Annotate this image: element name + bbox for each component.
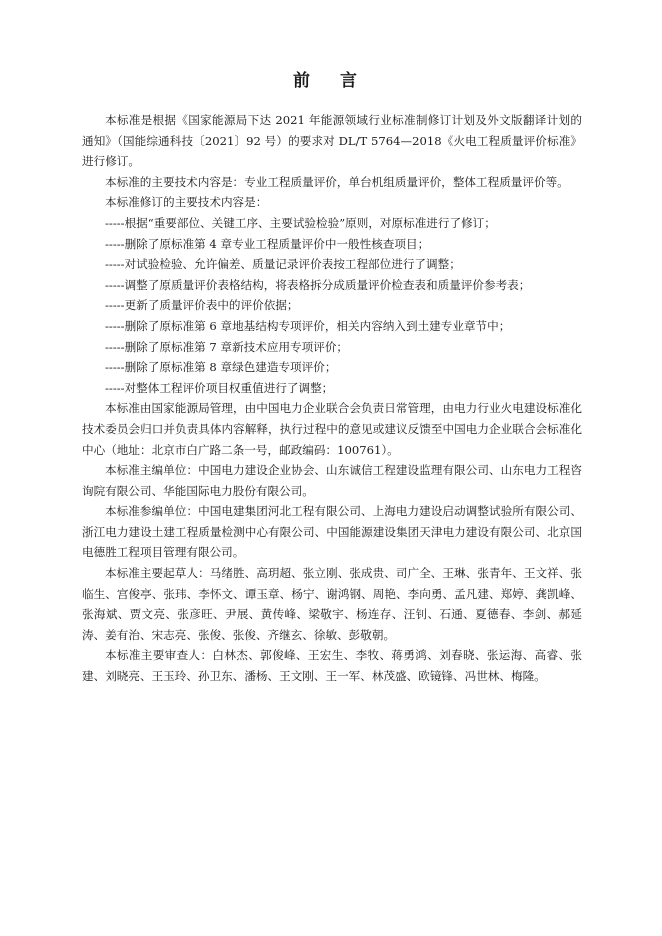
paragraph-main-content: 本标准的主要技术内容是：专业工程质量评价，单台机组质量评价，整体工程质量评价等。 [105,174,569,189]
paragraph-chief-editors: 本标准主编单位：中国电力建设企业协会、山东诚信工程建设监理有限公司、山东电力工程咨询院有限公司、华能国际电力股份有限公司。 [82,463,582,498]
page-title: 前 言 [293,71,369,91]
revision-item: -----根据“重要部位、关键工序、主要试验检验”原则，对原标准进行了修订； [105,215,496,230]
paragraph-management: 本标准由国家能源局管理，由中国电力企业联合会负责日常管理，由电力行业火电建设标准化技术委员会归口并负责具体内容解释，执行过程中的意见或建议反馈至中国电力企业联合会标准化中心（地址：北京市白广路二条一号，邮政编码：100761）。 [82,401,582,457]
foreword-body [82,110,582,687]
revision-item: -----删除了原标准第 4 章专业工程质量评价中一般性核查项目； [105,236,430,251]
revision-item: -----删除了原标准第 8 章绿色建造专项评价； [105,360,337,375]
paragraph-drafters: 本标准主要起草人：马绪胜、高玥超、张立刚、张成贵、司广全、王琳、张青年、王文祥、张临生、宫俊亭、张玮、李怀文、谭玉章、杨宁、谢鸿钢、周艳、李向勇、孟凡建、郑婷、龚凯峰、张海斌、贾文亮、张彦旺、尹展、黄传峰、梁敬宇、杨连存、汪钊、石通、夏德春、李剑、郝延涛、姜有治、宋志亮、张俊、张俊、齐继玄、徐敏、彭敬朝。 [82,566,582,642]
paragraph-participating-units: 本标准参编单位：中国电建集团河北工程有限公司、上海电力建设启动调整试验所有限公司、浙江电力建设土建工程质量检测中心有限公司、中国能源建设集团天津电力建设有限公司、北京国电德胜工程项目管理有限公司。 [82,504,582,560]
paragraph-basis: 本标准是根据《国家能源局下达 2021 年能源领域行业标准制修订计划及外文版翻译计划的通知》（国能综通科技〔2021〕92 号）的要求对 DL/T 5764—2018《火电工程质量评价标准》进行修订。 [82,113,582,169]
revision-item: -----对整体工程评价项目权重值进行了调整； [105,380,334,395]
paragraph-reviewers: 本标准主要审查人：白林杰、郭俊峰、王宏生、李牧、蒋勇鸿、刘春晓、张运海、高睿、张建、刘晓亮、王玉玲、孙卫东、潘杨、王文刚、王一军、林茂盛、欧镜锋、冯世林、梅隆。 [82,648,582,684]
revision-item: -----对试验检验、允许偏差、质量记录评价表按工程部位进行了调整； [105,257,461,272]
paragraph-revision-intro: 本标准修订的主要技术内容是： [105,195,268,210]
revision-item: -----调整了原质量评价表格结构，将表格拆分成质量评价检查表和质量评价参考表； [105,277,531,292]
revision-item: -----删除了原标准第 7 章新技术应用专项评价； [105,339,349,354]
revision-item: -----更新了质量评价表中的评价依据； [105,298,299,313]
revision-item: -----删除了原标准第 6 章地基结构专项评价，相关内容纳入到土建专业章节中； [105,318,511,333]
